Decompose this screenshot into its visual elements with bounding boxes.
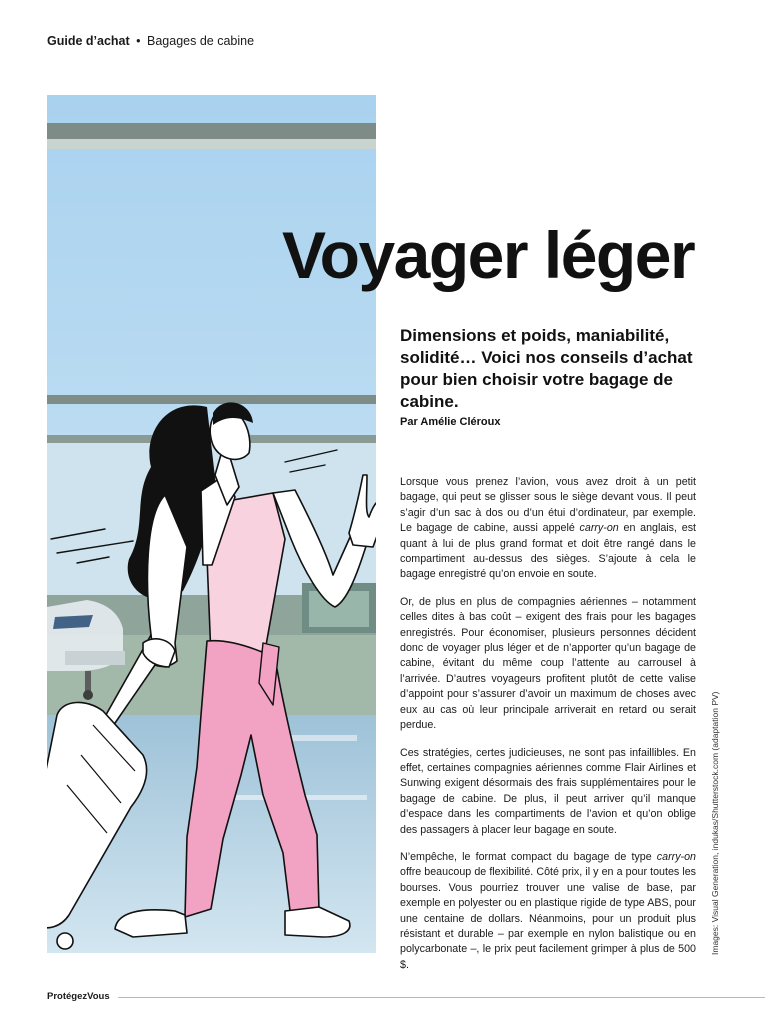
paragraph-text: N’empêche, le format compact du bagage de type [400, 850, 657, 863]
paragraph-emphasis: carry-on [656, 850, 696, 863]
paragraph-text: Or, de plus en plus de compagnies aériennes – notamment celles dites à bas coût – exigent des frais pour les bagages enregistrés. Pour économiser, plusieurs personnes décident donc de voyager plus léger et de n’apporter qu’un bagage de cabine, évitant du même coup l’attente au carrousel à l’arrivée. D’autres voyageurs profitent plutôt de cette valise d’appoint pour s’assurer d’avoir un maximum de choses avec eux au cas où leur principale arriverait en retard ou serait perdue. [400, 595, 696, 732]
body-paragraph-3 [400, 746, 696, 838]
body-paragraph-4 [400, 850, 696, 973]
article-byline: Par Amélie Cléroux [400, 416, 501, 428]
breadcrumb [47, 34, 254, 48]
breadcrumb-separator: • [136, 34, 141, 48]
page-title: Voyager léger [282, 218, 695, 292]
paragraph-emphasis: carry-on [579, 522, 619, 535]
body-paragraph-2 [400, 595, 696, 734]
paragraph-text: en anglais, est quant à lui de plus grand format et doit être rangé dans le compartiment au-dessus des sièges. S’ajoute à cela le bagage enregistré qu’on envoie en soute. [400, 522, 697, 581]
image-credit: Images: Visual Generation, indukas/Shutterstock.com (adaptation PV) [710, 691, 720, 955]
article-body [400, 475, 696, 985]
paragraph-text: Lorsque vous prenez l’avion, vous avez droit à un petit bagage, qui peut se glisser sous le siège devant vous. Il peut s’agir d’un sac à dos ou d’un étui d’ordinateur, par exemple. Le bagage de cabine, aussi appelé [400, 476, 696, 535]
suitcase-wheel-icon [57, 933, 73, 949]
footer-divider [118, 997, 765, 998]
paragraph-text: offre beaucoup de flexibilité. Côté prix, il y en a pour toutes les bourses. Vous pourriez trouver une valise de base, par exemple en polyester ou en plastique rigide de type ABS, pour une centaine de dollars. Néanmoins, pour un produit plus résistant et durable – par exemple en nylon balistique ou en polycarbonate –, le prix peut facilement grimper à plus de 500 $. [400, 866, 696, 971]
breadcrumb-topic: Bagages de cabine [147, 34, 255, 48]
breadcrumb-section: Guide d’achat [47, 34, 130, 48]
body-paragraph-1 [400, 475, 696, 583]
paragraph-text: Ces stratégies, certes judicieuses, ne sont pas infaillibles. En effet, certaines compagnies aériennes comme Flair Airlines et Sunwing exigent désormais des frais supplémentaires pour le bagage de cabine. De plus, il peut arriver qu’il manque d’espace dans les compartiments de l’avion et qu’on oblige des passagers à placer leur bagage en soute. [400, 746, 696, 836]
article-lede: Dimensions et poids, maniabilité, solidité… Voici nos conseils d’achat pour bien choisir votre bagage de cabine. [400, 326, 693, 411]
footer-logo: ProtégezVous [47, 991, 110, 1002]
